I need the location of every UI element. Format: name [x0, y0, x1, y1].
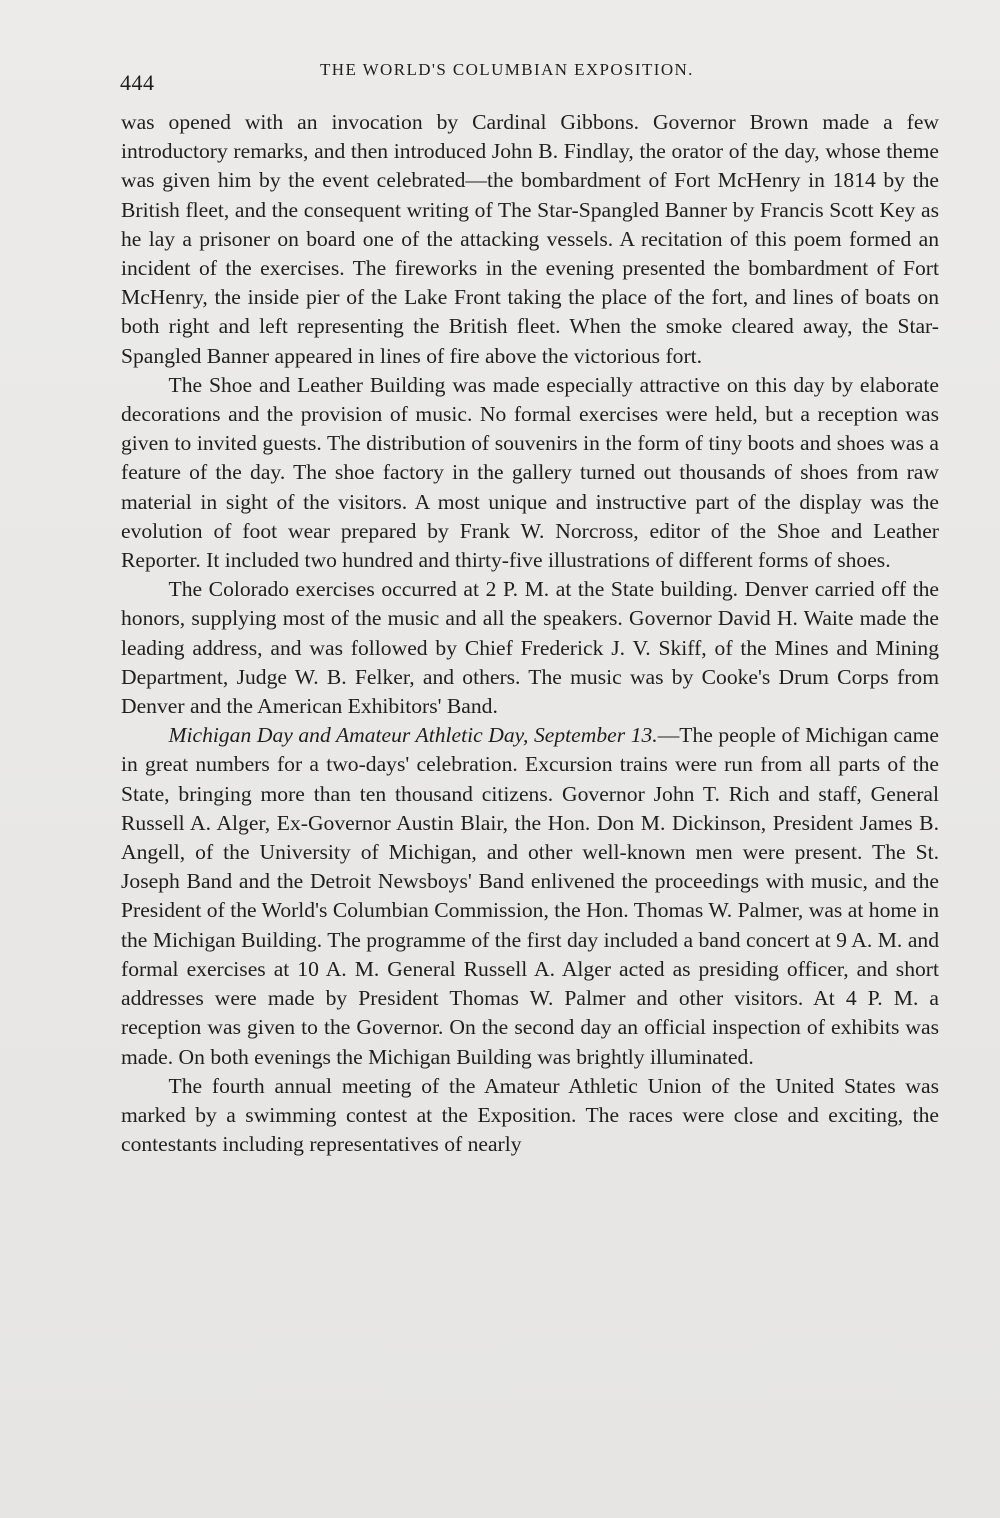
paragraph-4 — [121, 721, 939, 1071]
body-text — [121, 108, 939, 1159]
page-number: 444 — [120, 70, 155, 95]
page-header — [120, 60, 940, 94]
paragraph-5: The fourth annual meeting of the Amateur Athletic Union of the United States was marked by a swimming contest at the Exposition. The races were close and exciting, the contestants including representatives of nearly — [121, 1073, 939, 1157]
paragraph-2: The Shoe and Leather Building was made especially attractive on this day by elaborate decorations and the provision of music. No formal exercises were held, but a reception was given to invited guests. The distribution of souvenirs in the form of tiny boots and shoes was a feature of the day. The shoe factory in the gallery turned out thousands of shoes from raw material in sight of the visitors. A most unique and instructive part of the display was the evolution of foot wear prepared by Frank W. Norcross, editor of the Shoe and Leather Reporter. It included two hundred and thirty-five illustrations of different forms of shoes. — [121, 372, 939, 573]
section-heading-italic: Michigan Day and Amateur Athletic Day, September 13. — [168, 723, 658, 748]
paragraph-1: was opened with an invocation by Cardinal Gibbons. Governor Brown made a few introductory remarks, and then introduced John B. Findlay, the orator of the day, whose theme was given him by the event celebrated—the bombardment of Fort McHenry in 1814 by the British fleet, and the consequent writing of The Star-Spangled Banner by Francis Scott Key as he lay a prisoner on board one of the attacking vessels. A recitation of this poem formed an incident of the exercises. The fireworks in the evening presented the bombardment of Fort McHenry, the inside pier of the Lake Front taking the place of the fort, and lines of boats on both right and left representing the British fleet. When the smoke cleared away, the Star-Spangled Banner appeared in lines of fire above the victorious fort. — [121, 110, 939, 368]
paragraph-4-text: —The people of Michigan came in great numbers for a two-days' celebration. Excursion trains were run from all parts of the State, bringing more than ten thousand citizens. Governor John T. Rich and staff, General Russell A. Alger, Ex-Governor Austin Blair, the Hon. Don M. Dickinson, President James B. Angell, of the University of Michigan, and other well-known men were present. The St. Joseph Band and the Detroit Newsboys' Band enlivened the proceedings with music, and the President of the World's Columbian Commission, the Hon. Thomas W. Palmer, was at home in the Michigan Building. The programme of the first day included a band concert at 9 A. M. and formal exercises at 10 A. M. General Russell A. Alger acted as presiding officer, and short addresses were made by President Thomas W. Palmer and other visitors. At 4 P. M. a reception was given to the Governor. On the second day an official inspection of exhibits was made. On both evenings the Michigan Building was brightly illuminated. — [121, 723, 939, 1069]
paragraph-3: The Colorado exercises occurred at 2 P. M. at the State building. Denver carried off the honors, supplying most of the music and all the speakers. Governor David H. Waite made the leading address, and was followed by Chief Frederick J. V. Skiff, of the Mines and Mining Department, Judge W. B. Felker, and others. The music was by Cooke's Drum Corps from Denver and the American Exhibitors' Band. — [121, 577, 939, 719]
running-title: THE WORLD'S COLUMBIAN EXPOSITION. — [320, 60, 694, 79]
